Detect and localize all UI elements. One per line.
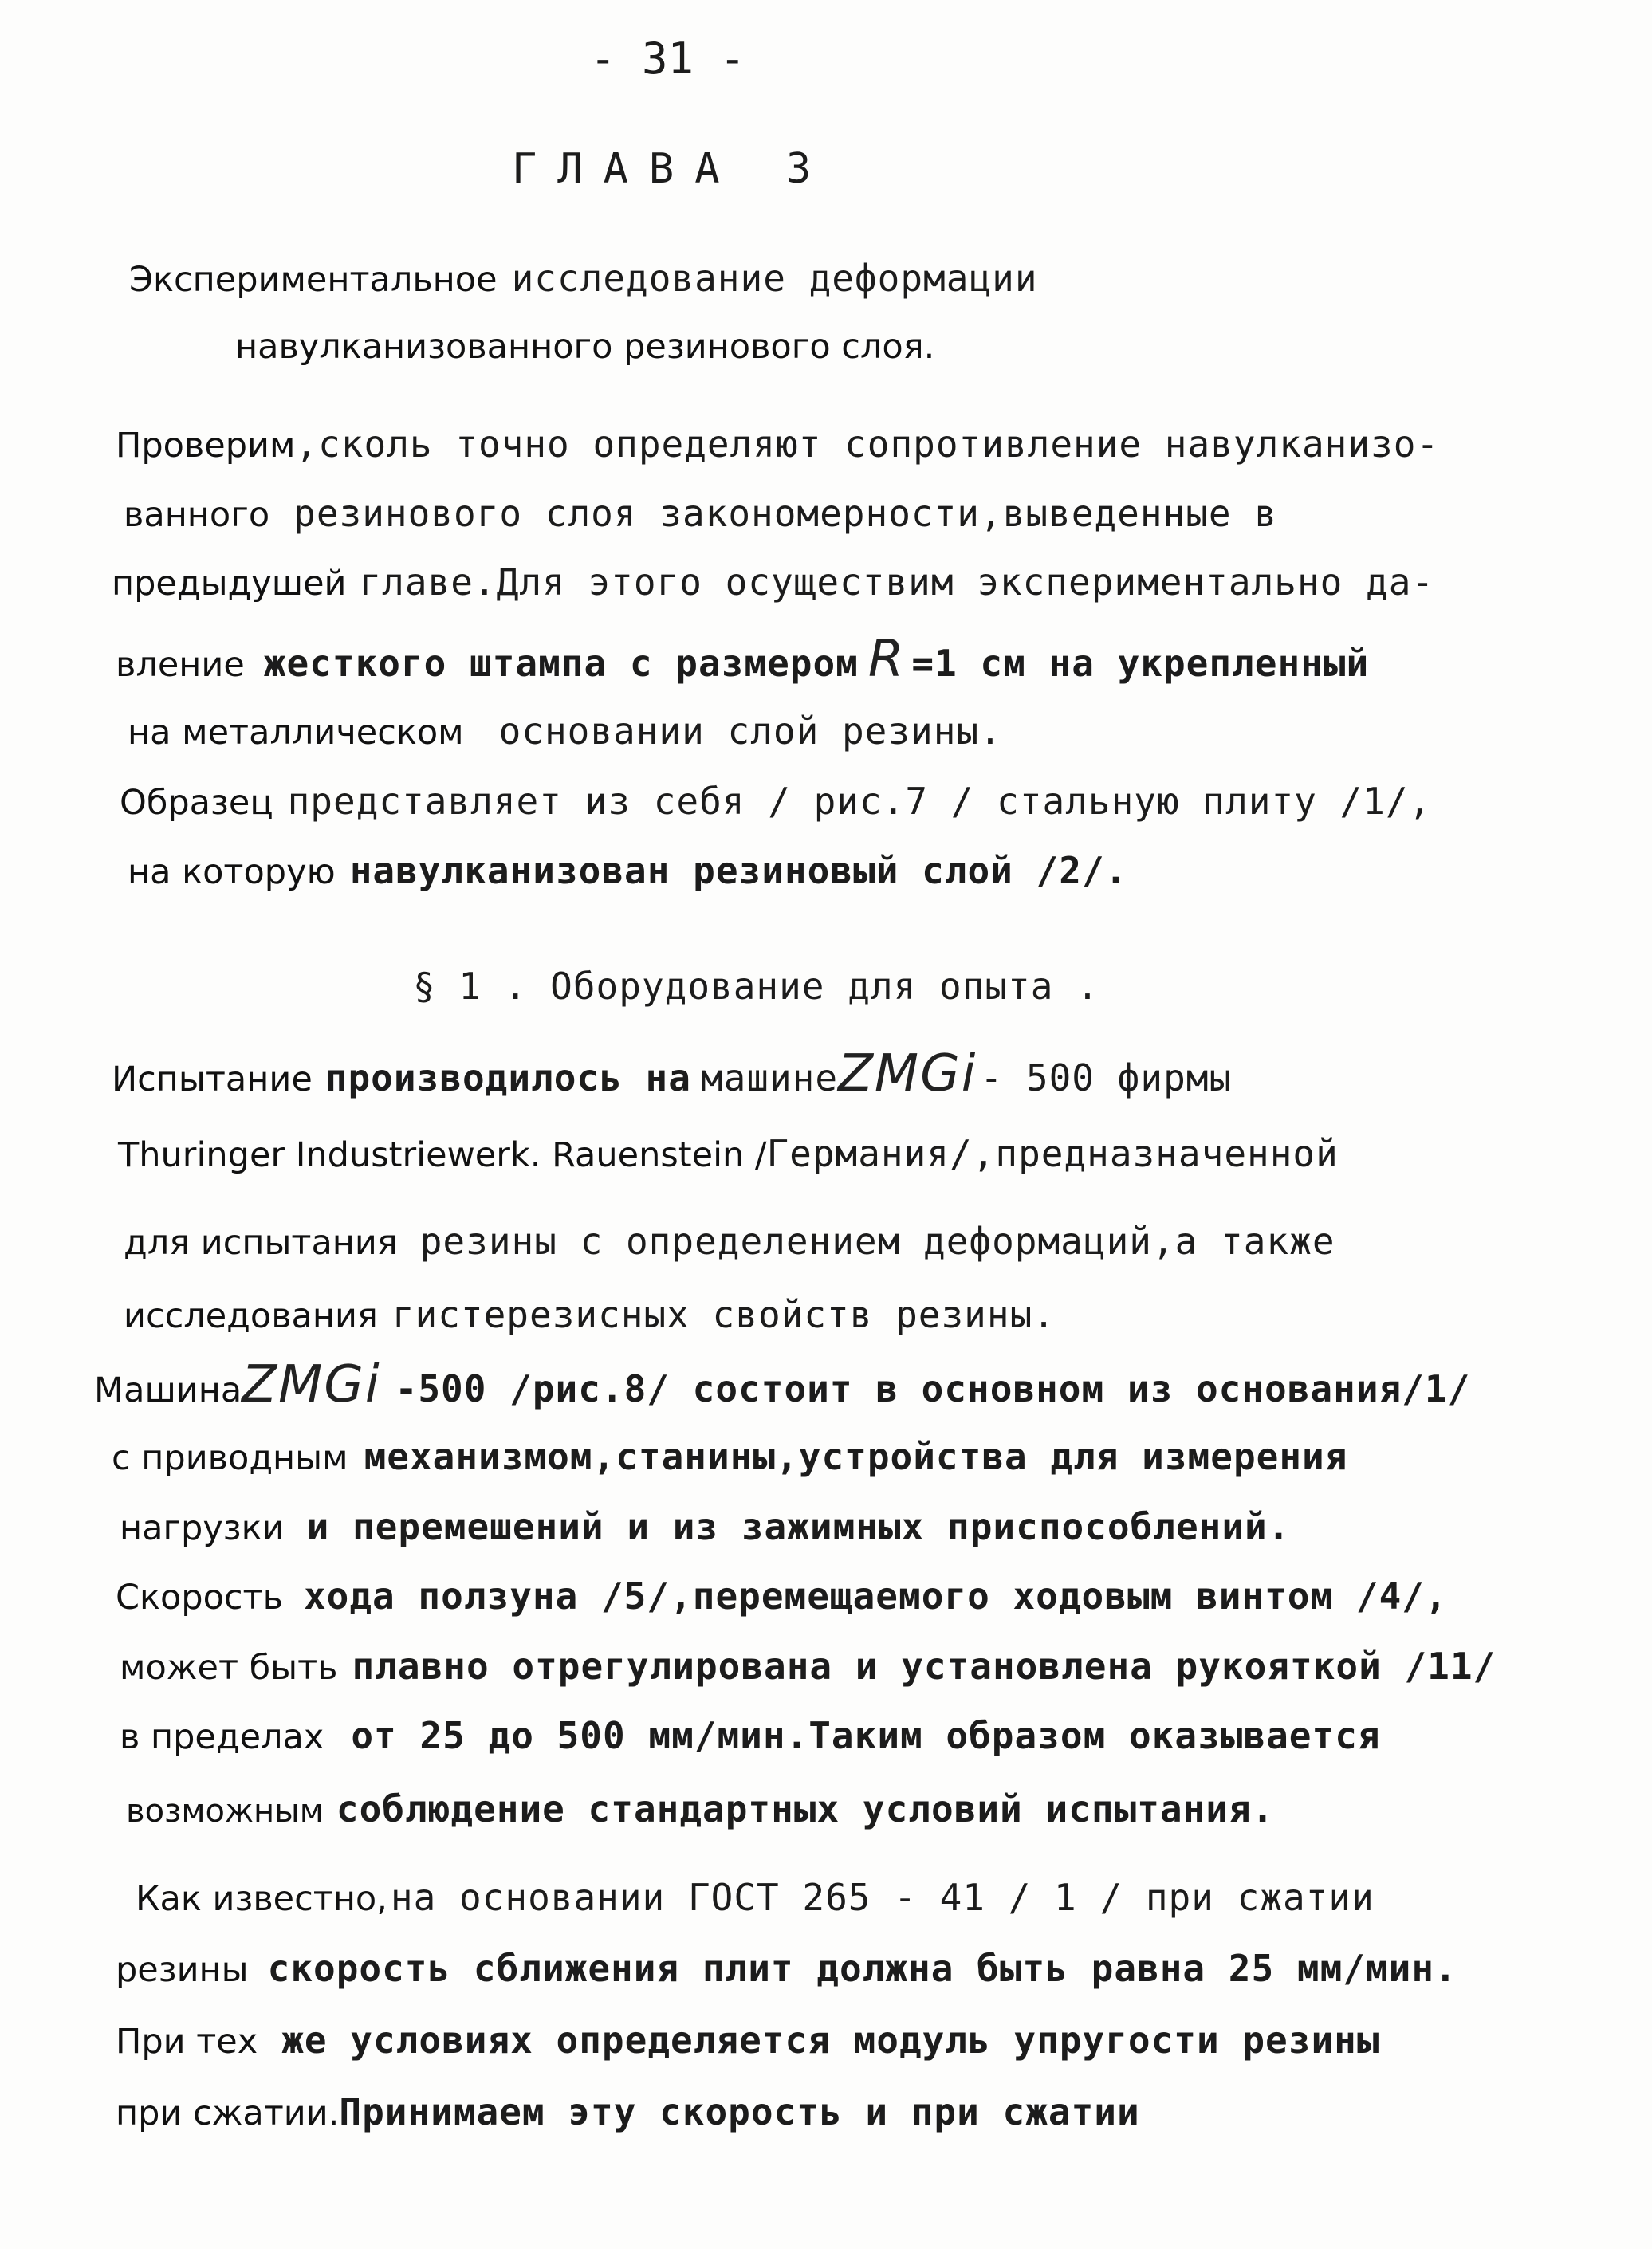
text-segment: соблюдение стандартных условий испытания. <box>336 1787 1275 1830</box>
text-segment: Образец <box>120 783 273 823</box>
text-segment: Принимаем эту скорость и при сжатии <box>339 2090 1140 2133</box>
text-segment: производилось на <box>324 1056 691 1099</box>
paragraph-1-line-5 <box>128 710 1002 753</box>
handwritten-machine-name: ZMGi <box>838 1044 977 1103</box>
text-segment: предыдушей <box>112 564 347 604</box>
text-segment: представляет из себя / рис.7 / стальную плиту /1/, <box>287 780 1432 823</box>
text-segment: основании слой резины. <box>498 710 1002 753</box>
text-segment: вление <box>116 645 245 685</box>
paragraph-5-line-4 <box>126 1787 1274 1830</box>
title-word: Экспериментальное <box>129 260 498 300</box>
handwritten-machine-name: ZMGi <box>242 1355 381 1414</box>
text-segment: главе.Для этого осуществим экспериментально да- <box>359 560 1435 604</box>
text-segment: нагрузки <box>120 1508 285 1548</box>
text-segment: Машина <box>94 1370 242 1410</box>
paragraph-4-line-1 <box>94 1355 1470 1414</box>
paragraph-1-line-2 <box>124 492 1277 535</box>
paragraph-2-line-1 <box>120 780 1431 823</box>
text-segment: резины <box>116 1950 249 1990</box>
paragraph-4-line-3 <box>120 1505 1290 1548</box>
text-segment: при сжатии. <box>116 2094 340 2133</box>
text-segment: навулканизован резиновый слой /2/. <box>349 849 1128 892</box>
paragraph-3-line-2 <box>118 1132 1339 1175</box>
text-segment: от 25 до 500 мм/мин.Таким образом оказывается <box>351 1714 1381 1757</box>
section-heading-text: § 1 . Оборудование для опыта . <box>413 965 1099 1008</box>
text-segment: Как известно, <box>136 1879 387 1919</box>
text-segment: Германия/,предназначенной <box>766 1132 1339 1175</box>
text-segment: резинового слоя закономерности,выведенные в <box>293 492 1277 535</box>
paragraph-3-line-4 <box>124 1293 1056 1336</box>
paragraph-5-line-1 <box>116 1575 1448 1618</box>
text-segment: гистерезисных свойств резины. <box>391 1293 1056 1336</box>
text-segment: может быть <box>120 1648 338 1688</box>
paragraph-2-line-2 <box>128 849 1127 892</box>
text-segment: в пределах <box>120 1717 324 1757</box>
text-segment: с приводным <box>112 1438 348 1478</box>
text-segment: на основании ГОСТ 265 - 41 / 1 / при сжатии <box>390 1876 1375 1919</box>
paragraph-3-line-1 <box>112 1044 1232 1103</box>
handwritten-variable: R <box>867 630 906 689</box>
text-segment: хода ползуна /5/,перемещаемого ходовым винтом /4/, <box>303 1575 1448 1618</box>
title-text: навулканизованного резинового слоя. <box>235 327 935 367</box>
text-segment: =1 см на укрепленный <box>911 642 1370 685</box>
paragraph-6-line-2 <box>116 1947 1457 1990</box>
text-segment: - 500 фирмы <box>980 1056 1233 1099</box>
text-segment: скорость сближения плит должна быть равна 25 мм/мин. <box>267 1947 1457 1990</box>
text-segment: ,сколь точно определяют сопротивление навулканизо- <box>295 423 1440 466</box>
text-segment: и перемешений и из зажимных приспособлений. <box>306 1505 1291 1548</box>
page-number: - 31 - <box>590 33 746 84</box>
text-segment: резины с определением деформаций,а также <box>419 1220 1335 1263</box>
title-text: исследование деформации <box>511 257 1038 300</box>
paragraph-3-line-3 <box>124 1220 1335 1263</box>
text-segment: -500 /рис.8/ состоит в основном из основания/1/ <box>395 1367 1471 1410</box>
paragraph-5-line-2 <box>120 1645 1496 1688</box>
chapter-subtitle-line-2 <box>235 327 934 367</box>
text-segment: возможным <box>126 1793 324 1830</box>
text-segment: машине <box>700 1056 839 1099</box>
text-segment: При тех <box>116 2022 258 2062</box>
text-segment: плавно отрегулирована и установлена рукояткой /11/ <box>352 1645 1497 1688</box>
section-heading <box>413 965 1099 1008</box>
text-segment: исследования <box>124 1296 378 1336</box>
paragraph-1-line-3 <box>112 560 1434 604</box>
text-segment: на которую <box>128 852 336 892</box>
paragraph-6-line-3 <box>116 2019 1380 2062</box>
paragraph-6-line-4 <box>116 2090 1140 2133</box>
text-segment: жесткого штампа с размером <box>263 642 859 685</box>
text-segment: Скорость <box>116 1578 283 1618</box>
text-segment: для испытания <box>124 1223 398 1263</box>
paragraph-4-line-2 <box>112 1435 1347 1478</box>
text-segment: ванного <box>124 495 270 535</box>
paragraph-1-line-1 <box>116 423 1439 466</box>
text-segment: Thuringer Industriewerk. Rauenstein / <box>118 1135 767 1175</box>
chapter-subtitle-line-1 <box>129 257 1038 300</box>
text-segment: механизмом,станины,устройства для измерения <box>364 1435 1348 1478</box>
text-segment: на металлическом <box>128 713 464 753</box>
paragraph-5-line-3 <box>120 1714 1381 1757</box>
text-segment: Испытание <box>112 1060 313 1099</box>
text-segment: Проверим <box>116 426 296 466</box>
paragraph-6-line-1 <box>136 1876 1375 1919</box>
chapter-title: ГЛАВА 3 <box>512 145 832 193</box>
text-segment: же условиях определяется модуль упругости резины <box>281 2019 1380 2062</box>
paragraph-1-line-4 <box>116 630 1369 689</box>
